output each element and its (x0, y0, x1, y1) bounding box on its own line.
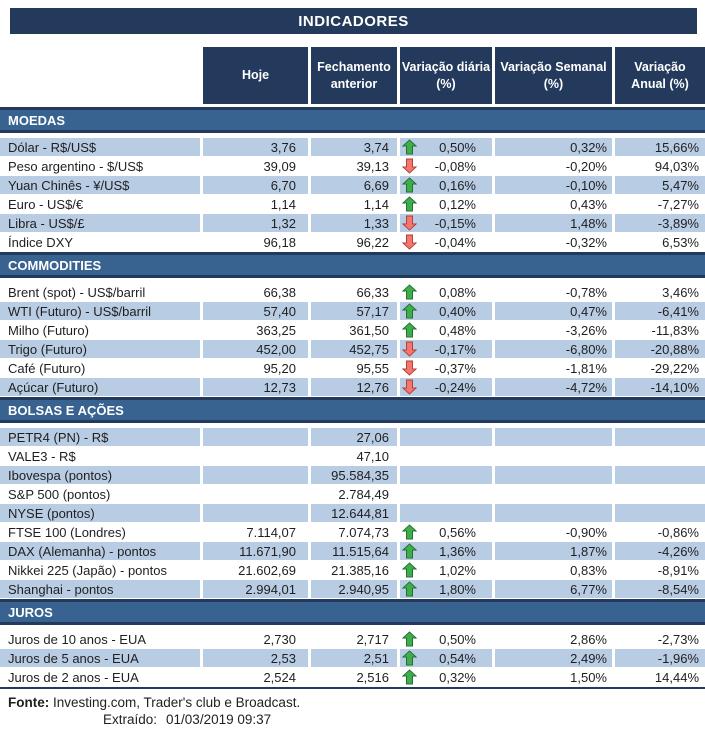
cell-fechamento-anterior: 11.515,64 (311, 542, 397, 560)
up-arrow-icon (402, 177, 419, 193)
table-row (0, 157, 705, 175)
up-arrow-icon (402, 669, 419, 685)
cell-variacao-anual: -8,91% (657, 562, 699, 578)
extracted-timestamp: 01/03/2019 09:37 (166, 712, 272, 727)
cell-variacao-anual (615, 428, 705, 446)
variacao-diaria-value: 1,80% (439, 581, 476, 597)
variacao-diaria-value: 0,40% (439, 303, 476, 319)
table-row (0, 359, 705, 377)
row-label: Açúcar (Futuro) (0, 378, 200, 396)
cell-hoje: 452,00 (203, 340, 308, 358)
up-arrow-icon (402, 650, 419, 666)
cell-fechamento-anterior: 6,69 (311, 176, 397, 194)
table-row (0, 630, 705, 648)
table-row (0, 466, 705, 484)
table-row (0, 447, 705, 465)
cell-variacao-semanal: -1,81% (565, 360, 607, 376)
cell-variacao-diaria (400, 321, 492, 339)
cell-variacao-semanal: -0,78% (565, 284, 607, 300)
cell-variacao-semanal: -0,10% (495, 176, 612, 194)
cell-variacao-diaria (400, 542, 492, 560)
cell-variacao-semanal: -0,20% (565, 158, 607, 174)
cell-fechamento-anterior: 2.940,95 (311, 580, 397, 598)
cell-variacao-anual: 3,46% (662, 284, 699, 300)
extracted-line (0, 712, 705, 727)
up-arrow-icon (402, 631, 419, 647)
row-label: Euro - US$/€ (8, 196, 84, 212)
row-label: Milho (Futuro) (8, 322, 89, 338)
row-label: Ibovespa (pontos) (0, 466, 200, 484)
row-label: PETR4 (PN) - R$ (0, 428, 200, 446)
cell-variacao-anual: -7,27% (657, 196, 699, 212)
cell-variacao-diaria (400, 523, 492, 541)
cell-variacao-anual: -8,54% (615, 580, 705, 598)
cell-variacao-diaria (400, 649, 492, 667)
cell-variacao-anual: -3,89% (615, 214, 705, 232)
cell-variacao-anual: 15,66% (615, 138, 705, 156)
cell-fechamento-anterior: 57,17 (311, 302, 397, 320)
cell-variacao-anual: -0,86% (657, 524, 699, 540)
cell-fechamento-anterior: 27,06 (311, 428, 397, 446)
source-label: Fonte: (8, 695, 50, 710)
cell-fechamento-anterior: 95.584,35 (311, 466, 397, 484)
section-header-bolsas-e-a-es: BOLSAS E AÇÕES (0, 397, 705, 423)
cell-hoje: 57,40 (203, 302, 308, 320)
cell-hoje: 1,14 (270, 196, 296, 212)
cell-variacao-diaria (400, 504, 492, 522)
table-row (0, 504, 705, 522)
column-header-fechamento-anterior (311, 47, 397, 104)
cell-variacao-anual: -2,73% (657, 631, 699, 647)
row-label: Café (Futuro) (8, 360, 86, 376)
variacao-diaria-value: -0,37% (434, 360, 476, 376)
table-row (0, 214, 705, 232)
up-arrow-icon (402, 562, 419, 578)
cell-hoje: 96,18 (263, 234, 296, 250)
cell-variacao-anual: 5,47% (615, 176, 705, 194)
cell-hoje: 11.671,90 (203, 542, 308, 560)
row-label: Dólar - R$/US$ (0, 138, 200, 156)
section-header-commodities: COMMODITIES (0, 252, 705, 278)
cell-hoje: 21.602,69 (238, 562, 296, 578)
cell-variacao-semanal (495, 428, 612, 446)
cell-fechamento-anterior: 2.784,49 (338, 486, 389, 502)
cell-fechamento-anterior: 2,717 (356, 631, 389, 647)
table-row (0, 176, 705, 194)
cell-variacao-diaria (400, 195, 492, 213)
cell-hoje: 66,38 (263, 284, 296, 300)
cell-variacao-anual (615, 447, 705, 465)
cell-variacao-semanal: 1,50% (570, 669, 607, 685)
down-arrow-icon (402, 341, 419, 357)
section-commodities (0, 252, 705, 396)
table-row (0, 283, 705, 301)
cell-variacao-semanal: 0,83% (570, 562, 607, 578)
cell-variacao-semanal (495, 447, 612, 465)
cell-variacao-anual: 14,44% (654, 669, 699, 685)
down-arrow-icon (402, 379, 419, 395)
corner-cell (0, 47, 200, 104)
up-arrow-icon (402, 581, 419, 597)
table-row (0, 340, 705, 358)
cell-hoje: 363,25 (256, 322, 296, 338)
cell-hoje (203, 428, 308, 446)
down-arrow-icon (402, 234, 419, 250)
column-header-varia-o-semanal (495, 47, 612, 104)
cell-variacao-anual: -4,26% (615, 542, 705, 560)
source-text: Investing.com, Trader's club e Broadcast. (49, 695, 301, 710)
section-header-moedas: MOEDAS (0, 107, 705, 133)
cell-fechamento-anterior: 12.644,81 (311, 504, 397, 522)
cell-variacao-semanal: -0,32% (565, 234, 607, 250)
section-juros (0, 599, 705, 689)
up-arrow-icon (402, 303, 419, 319)
down-arrow-icon (402, 215, 419, 231)
cell-variacao-semanal (495, 466, 612, 484)
cell-variacao-anual: -14,10% (615, 378, 705, 396)
cell-variacao-semanal: -3,26% (565, 322, 607, 338)
cell-hoje (203, 504, 308, 522)
variacao-diaria-value: -0,08% (434, 158, 476, 174)
table-row (0, 302, 705, 320)
row-label: Libra - US$/£ (0, 214, 200, 232)
cell-fechamento-anterior: 21.385,16 (331, 562, 389, 578)
cell-fechamento-anterior: 95,55 (356, 360, 389, 376)
cell-variacao-diaria (400, 428, 492, 446)
cell-variacao-anual: -29,22% (650, 360, 699, 376)
table-row (0, 561, 705, 579)
down-arrow-icon (402, 360, 419, 376)
variacao-diaria-value: 0,50% (439, 631, 476, 647)
cell-fechamento-anterior: 2,516 (356, 669, 389, 685)
column-header-label: Hoje (241, 68, 270, 83)
row-label: Juros de 5 anos - EUA (0, 649, 200, 667)
cell-variacao-semanal (495, 504, 612, 522)
cell-variacao-semanal: 6,77% (495, 580, 612, 598)
cell-variacao-diaria (400, 668, 492, 686)
cell-variacao-semanal: 1,87% (495, 542, 612, 560)
table-row (0, 668, 705, 686)
cell-fechamento-anterior: 452,75 (311, 340, 397, 358)
table-row (0, 195, 705, 213)
cell-variacao-diaria (400, 378, 492, 396)
column-header-label: Variação Anual (%) (631, 60, 689, 91)
row-label: WTI (Futuro) - US$/barril (0, 302, 200, 320)
cell-variacao-anual (615, 504, 705, 522)
cell-variacao-semanal: 1,48% (495, 214, 612, 232)
cell-fechamento-anterior: 7.074,73 (338, 524, 389, 540)
row-label: Yuan Chinês - ¥/US$ (0, 176, 200, 194)
cell-hoje: 3,76 (203, 138, 308, 156)
table-body (0, 107, 705, 689)
row-label: S&P 500 (pontos) (8, 486, 111, 502)
cell-hoje: 95,20 (263, 360, 296, 376)
table-row (0, 233, 705, 251)
cell-fechamento-anterior: 1,14 (363, 196, 389, 212)
cell-variacao-diaria (400, 233, 492, 251)
cell-variacao-semanal: 0,47% (495, 302, 612, 320)
column-header-label: Variação diária (%) (401, 60, 491, 91)
cell-hoje (203, 485, 308, 503)
variacao-diaria-value: 1,36% (439, 543, 476, 559)
cell-hoje: 39,09 (263, 158, 296, 174)
row-label: Nikkei 225 (Japão) - pontos (8, 562, 167, 578)
column-header-row (0, 47, 705, 104)
cell-variacao-anual: -11,83% (651, 322, 699, 338)
cell-fechamento-anterior: 39,13 (356, 158, 389, 174)
variacao-diaria-value: -0,15% (434, 215, 476, 231)
cell-variacao-diaria (400, 485, 492, 503)
cell-variacao-semanal: -6,80% (495, 340, 612, 358)
variacao-diaria-value: 0,56% (439, 524, 476, 540)
variacao-diaria-value: -0,04% (434, 234, 476, 250)
section-moedas (0, 107, 705, 251)
row-label: Shanghai - pontos (0, 580, 200, 598)
row-label: Juros de 10 anos - EUA (8, 631, 147, 647)
row-label: DAX (Alemanha) - pontos (0, 542, 200, 560)
cell-variacao-diaria (400, 340, 492, 358)
cell-variacao-diaria (400, 214, 492, 232)
cell-variacao-anual (615, 485, 705, 503)
page-title: INDICADORES (10, 8, 697, 34)
cell-variacao-diaria (400, 466, 492, 484)
cell-fechamento-anterior: 12,76 (311, 378, 397, 396)
cell-fechamento-anterior: 96,22 (356, 234, 389, 250)
cell-hoje (203, 447, 308, 465)
cell-hoje: 6,70 (203, 176, 308, 194)
cell-variacao-diaria (400, 138, 492, 156)
down-arrow-icon (402, 158, 419, 174)
cell-variacao-diaria (400, 176, 492, 194)
cell-hoje: 2,53 (203, 649, 308, 667)
cell-hoje: 12,73 (203, 378, 308, 396)
variacao-diaria-value: 0,12% (439, 196, 476, 212)
cell-variacao-anual: 94,03% (654, 158, 699, 174)
up-arrow-icon (402, 524, 419, 540)
variacao-diaria-value: 0,16% (439, 177, 476, 193)
up-arrow-icon (402, 284, 419, 300)
cell-variacao-diaria (400, 447, 492, 465)
row-label: VALE3 - R$ (8, 448, 76, 464)
source-line (0, 695, 705, 710)
cell-fechamento-anterior: 3,74 (311, 138, 397, 156)
up-arrow-icon (402, 543, 419, 559)
row-label: FTSE 100 (Londres) (8, 524, 126, 540)
column-header-hoje (203, 47, 308, 104)
cell-hoje: 2.994,01 (203, 580, 308, 598)
cell-variacao-diaria (400, 359, 492, 377)
cell-variacao-semanal: -4,72% (495, 378, 612, 396)
cell-variacao-anual (615, 466, 705, 484)
cell-variacao-diaria (400, 580, 492, 598)
table-row (0, 580, 705, 598)
variacao-diaria-value: -0,17% (434, 341, 476, 357)
cell-variacao-anual: 6,53% (662, 234, 699, 250)
cell-fechamento-anterior: 361,50 (349, 322, 389, 338)
cell-hoje: 2,730 (263, 631, 296, 647)
section-bolsas-e-a-es (0, 397, 705, 598)
section-header-juros: JUROS (0, 599, 705, 625)
cell-fechamento-anterior: 1,33 (311, 214, 397, 232)
row-label: Índice DXY (8, 234, 74, 250)
cell-hoje (203, 466, 308, 484)
variacao-diaria-value: 0,48% (439, 322, 476, 338)
variacao-diaria-value: 0,32% (439, 669, 476, 685)
column-header-label: Variação Semanal (%) (500, 60, 607, 91)
up-arrow-icon (402, 322, 419, 338)
cell-variacao-semanal: 0,43% (570, 196, 607, 212)
cell-variacao-diaria (400, 561, 492, 579)
variacao-diaria-value: 0,54% (439, 650, 476, 666)
table-row (0, 649, 705, 667)
cell-fechamento-anterior: 66,33 (356, 284, 389, 300)
cell-variacao-semanal: 2,49% (495, 649, 612, 667)
table-row (0, 542, 705, 560)
row-label: NYSE (pontos) (0, 504, 200, 522)
cell-hoje: 2,524 (263, 669, 296, 685)
variacao-diaria-value: 1,02% (439, 562, 476, 578)
up-arrow-icon (402, 139, 419, 155)
cell-variacao-diaria (400, 157, 492, 175)
table-row (0, 138, 705, 156)
table-row (0, 378, 705, 396)
table-row (0, 485, 705, 503)
cell-variacao-semanal: 2,86% (570, 631, 607, 647)
table-row (0, 321, 705, 339)
row-label: Peso argentino - $/US$ (8, 158, 144, 174)
cell-variacao-diaria (400, 283, 492, 301)
row-label: Brent (spot) - US$/barril (8, 284, 146, 300)
variacao-diaria-value: 0,50% (439, 139, 476, 155)
cell-variacao-anual: -20,88% (615, 340, 705, 358)
cell-variacao-diaria (400, 630, 492, 648)
footer (0, 695, 705, 727)
cell-variacao-anual: -6,41% (615, 302, 705, 320)
cell-hoje: 7.114,07 (246, 524, 296, 540)
cell-fechamento-anterior: 2,51 (311, 649, 397, 667)
variacao-diaria-value: 0,08% (439, 284, 476, 300)
cell-fechamento-anterior: 47,10 (356, 448, 389, 464)
cell-hoje: 1,32 (203, 214, 308, 232)
column-header-varia-o-anual (615, 47, 705, 104)
row-label: Juros de 2 anos - EUA (8, 669, 139, 685)
column-header-varia-o-di-ria (400, 47, 492, 104)
cell-variacao-semanal: -0,90% (565, 524, 607, 540)
extracted-label: Extraído: (103, 712, 158, 727)
row-label: Trigo (Futuro) (0, 340, 200, 358)
up-arrow-icon (402, 196, 419, 212)
table-row (0, 428, 705, 446)
column-header-label: Fechamento anterior (317, 60, 391, 91)
table-row (0, 523, 705, 541)
cell-variacao-semanal: 0,32% (495, 138, 612, 156)
indicators-sheet (0, 8, 705, 727)
cell-variacao-anual: -1,96% (615, 649, 705, 667)
cell-variacao-semanal (495, 485, 612, 503)
cell-variacao-diaria (400, 302, 492, 320)
variacao-diaria-value: -0,24% (434, 379, 476, 395)
